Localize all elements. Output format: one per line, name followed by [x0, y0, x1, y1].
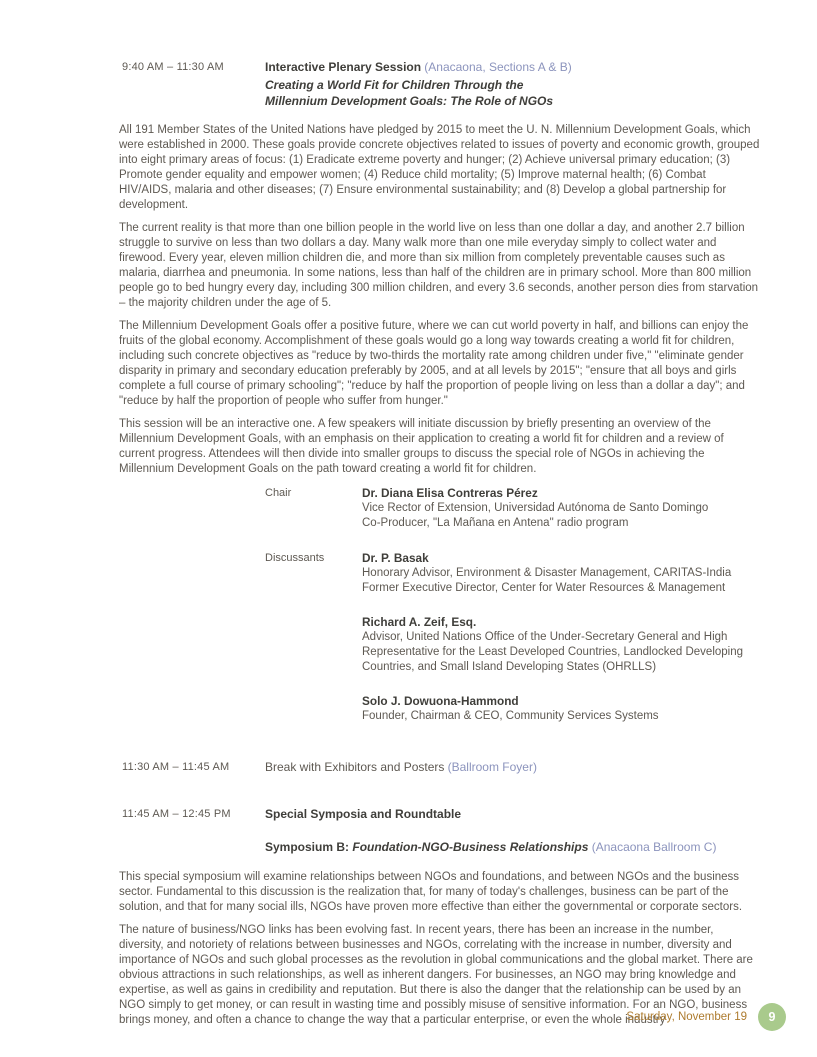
chair-person [362, 486, 708, 531]
session-symposia [119, 807, 760, 822]
page-footer [626, 1003, 786, 1031]
chair-label: Chair [265, 487, 292, 499]
session-head [265, 60, 760, 109]
session-title: Interactive Plenary Session [265, 60, 422, 74]
person-name: Solo J. Dowuona-Hammond [362, 694, 519, 708]
symposium-b-line [265, 840, 760, 855]
paragraph: All 191 Member States of the United Nations have pledged by 2015 to meet the U. N. Millennium Development Goals, which were established in 2000. These goals provide concrete objectives related to issues of poverty and economic growth, grouped into eight primary areas of focus: (1) Eradicate extreme poverty and hunger; (2) Achieve universal primary education; (3) Promote gender equality and empower women; (4) Reduce child mortality; (5) Improve maternal health; (6) Combat HIV/AIDS, malaria and other diseases; (7) Ensure environmental sustainability; and (8) Develop a global partnership for development. [119, 124, 760, 211]
list-item [362, 694, 743, 724]
session-plenary-header [119, 60, 760, 109]
person-role-line: Vice Rector of Extension, Universidad Autónoma de Santo Domingo [362, 502, 709, 514]
person-name: Dr. P. Basak [362, 551, 429, 565]
plenary-description [119, 123, 760, 477]
person-role-line: Founder, Chairman & CEO, Community Services Systems [362, 710, 659, 722]
session-break [119, 760, 760, 776]
symposia-title: Special Symposia and Roundtable [265, 807, 462, 821]
discussants-list [362, 551, 743, 724]
paragraph: The nature of business/NGO links has been evolving fast. In recent years, there has been an increase in the number, diversity, and notoriety of relations between businesses and NGOs, correlating with the increase in number, diversity and importance of NGOs and such global processes as the revolution in global communications and the global market. There are obvious attractions in such relationships, as well as inherent dangers. For businesses, an NGO may bring knowledge and expertise, as well as gains in credibility and reputation. But there is also the danger that the relationship can be used by an NGO simply to get money, or can result in wasting time and possibly misuse of sensitive information. For an NGO, business brings money, and often a chance to change the way that a particular enterprise, or even the whole industry [119, 924, 753, 1026]
speakers-section [265, 486, 760, 724]
paragraph: The Millennium Development Goals offer a positive future, where we can cut world poverty in half, and billions can enjoy the fruits of the global economy. Accomplishment of these goals would go a long way towards creating a world fit for children, including such concrete objectives as "reduce by two-thirds the mortality rate among children under five," "eliminate gender disparity in primary and secondary education preferably by 2005, and at all levels by 2015"; "ensure that all boys and girls complete a full course of primary schooling"; "reduce by half the proportion of people living on less than a dollar a day"; and "reduce by half the proportion of people who suffer from hunger." [119, 320, 749, 407]
person-role-line: Honorary Advisor, Environment & Disaster Management, CARITAS-India [362, 567, 732, 579]
break-title: Break with Exhibitors and Posters [265, 760, 445, 774]
discussants-section [265, 551, 760, 724]
symposium-title: Foundation-NGO-Business Relationships [352, 840, 589, 854]
session-location: (Anacaona, Sections A & B) [424, 60, 572, 74]
break-location: (Ballroom Foyer) [447, 760, 537, 774]
symposium-location: (Anacaona Ballroom C) [591, 840, 717, 854]
session-time: 11:30 AM – 11:45 AM [122, 761, 230, 773]
session-time: 11:45 AM – 12:45 PM [122, 808, 231, 820]
person-role-line: Countries, and Small Island Developing States (OHRLLS) [362, 661, 657, 673]
session-subtitle: Creating a World Fit for Children Through the Millennium Development Goals: The Role of NGOs [265, 78, 554, 108]
person-role-line: Co-Producer, "La Mañana en Antena" radio program [362, 517, 629, 529]
list-item [362, 551, 743, 596]
session-time: 9:40 AM – 11:30 AM [122, 61, 224, 73]
person-name: Dr. Diana Elisa Contreras Pérez [362, 486, 538, 500]
discussants-label: Discussants [265, 552, 325, 564]
list-item [362, 615, 743, 675]
paragraph: The current reality is that more than one billion people in the world live on less than one dollar a day, and another 2.7 billion struggle to survive on less than two dollars a day. Many walk more than one mile everyday simply to collect water and firewood. Every year, eleven million children die, and more than six million from completely preventable causes such as malaria, diarrhea and pneumonia. In some nations, less than half of the children are in primary school. More than 800 million people go to bed hungry every day, including 300 million children, and every 3.6 seconds, another person dies from starvation – the majority children under the age of 5. [119, 222, 759, 309]
chair-section [265, 486, 760, 531]
person-role-line: Advisor, United Nations Office of the Under-Secretary General and High [362, 631, 728, 643]
person-name: Richard A. Zeif, Esq. [362, 615, 477, 629]
symposium-prefix: Symposium B: [265, 840, 350, 854]
session-title-line [265, 60, 760, 76]
footer-date: Saturday, November 19 [626, 1010, 747, 1023]
paragraph: This special symposium will examine relationships between NGOs and foundations, and between NGOs and the business sector. Fundamental to this discussion is the realization that, for many of today's challenges, business can be part of the solution, and that for many social ills, NGOs have proven more effective than either the governmental or corporate sectors. [119, 871, 743, 913]
page-content [119, 60, 760, 1036]
person-role-line: Representative for the Least Developed Countries, Landlocked Developing [362, 646, 744, 658]
paragraph: This session will be an interactive one. A few speakers will initiate discussion by briefly presenting an overview of the Millennium Development Goals, with an emphasis on their application to creating a world fit for children and a review of current progress. Attendees will then divide into smaller groups to discuss the special role of NGOs in achieving the Millennium Development Goals on the path toward creating a world fit for children. [119, 418, 724, 475]
person-role-line: Former Executive Director, Center for Water Resources & Management [362, 582, 726, 594]
break-title-line [265, 760, 537, 776]
page-number-badge: 9 [758, 1003, 786, 1031]
